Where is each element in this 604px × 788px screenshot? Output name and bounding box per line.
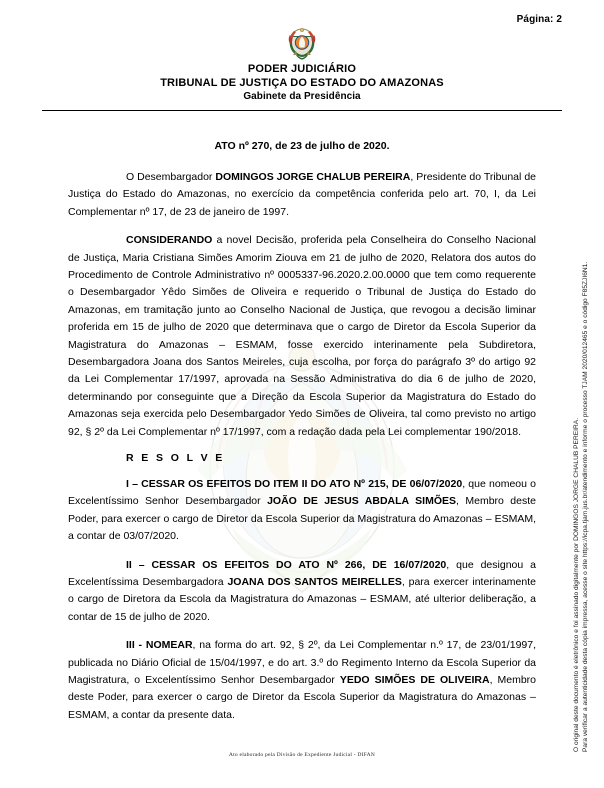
item-3-name: YEDO SIMÕES DE OLIVEIRA: [339, 674, 490, 687]
document-title: ATO nº 270, de 23 de julho de 2020.: [214, 139, 390, 152]
header-line-gabinete: Gabinete da Presidência: [243, 91, 361, 102]
preamble-president-name: DOMINGOS JORGE CHALUB PEREIRA: [215, 170, 411, 183]
document-header: [0, 0, 604, 111]
item-3-lead: III - NOMEAR: [126, 639, 193, 652]
paragraph-considerando: [68, 232, 536, 441]
paragraph-item-3: [68, 637, 536, 724]
item-3-post: , Membro deste Poder, para exercer o cargo de Diretor da Escola Superior da Magistratura do Amazonas – ESMAM, a contar da presente data.: [68, 674, 536, 721]
digital-signature-side-note: [560, 0, 604, 788]
item-2-post: , para exercer interinamente o cargo de Diretora da Escola da Magistratura do Amazonas – ESMAM, até ulterior deliberação, a contar de 15 de julho de 2020.: [68, 576, 536, 623]
document-body: [68, 111, 536, 725]
header-line-tribunal: TRIBUNAL DE JUSTIÇA DO ESTADO DO AMAZONAS: [160, 76, 444, 89]
paragraph-preamble: [68, 169, 536, 221]
considerando-label: CONSIDERANDO: [126, 234, 213, 247]
tjam-coat-of-arms-icon: [287, 26, 317, 60]
item-2-lead: II – CESSAR OS EFEITOS DO ATO Nº 266, DE 16/07/2020: [126, 558, 447, 571]
footer-note: Ato elaborado pela Divisão de Expediente Judicial - DIFAN: [228, 752, 376, 758]
item-1-name: JOÃO DE JESUS ABDALA SIMÕES: [267, 495, 456, 508]
paragraph-item-1: [68, 476, 536, 546]
considerando-text: a novel Decisão, proferida pela Conselheira do Conselho Nacional de Justiça, Maria Cristiana Simões Amorim Ziouva em 21 de julho de 2020, Relatora dos autos do Procedimento de Controle Administrativo nº 0005337-96.2020.2.00.0000 que tem como requerente o Desembargador Yêdo Simões de Oliveira e requerido o Tribunal de Justiça do Estado do Amazonas, em tramitação junto ao Conselho Nacional de Justiça, que revogou a decisão liminar proferida em 15 de julho de 2020 que determinava que o cargo de Diretor da Escola Superior da Magistratura do Amazonas – ESMAM, fosse exercido interinamente pela Subdiretora, Desembargadora Joana dos Santos Meireles, cuja escolha, por força do parágrafo 3º do artigo 92 da Lei Complementar 17/1997, aprovada na Sessão Administrativa do dia 6 de julho de 2020, determinando por conseguinte que a Direção da Escola Superior da Magistratura do Estado do Amazonas seja exercida pelo Desembargador Yedo Simões de Oliveira, tal como previsto no artigo 92, § 2º da Lei Complementar nº 17/1997, com a redação dada pela Lei complementar 190/2018.: [68, 234, 536, 438]
paragraph-item-2: [68, 557, 536, 627]
item-2-name: JOANA DOS SANTOS MEIRELLES: [227, 576, 402, 589]
preamble-post: , Presidente do Tribunal de Justiça do Estado do Amazonas, no exercício da competência conferida pelo art. 70, I, da Lei Complementar nº 17, de 23 de janeiro de 1997.: [68, 170, 536, 218]
preamble-pre: O Desembargador: [126, 170, 216, 183]
item-1-lead: I – CESSAR OS EFEITOS DO ITEM II DO ATO Nº 215, DE 06/07/2020: [126, 478, 463, 490]
item-2-mid: , que designou a Excelentíssima Desembargadora: [68, 558, 536, 589]
page-number: Página: 2: [516, 14, 562, 25]
side-note-line-1: O original deste documento é eletrônico e foi assinado digitalmente por DOMINGOS JORGE CHALUB PEREIRA.: [573, 417, 580, 752]
side-note-line-2: Para verificar a autenticidade desta cópia impressa, acesse o site https://icpa.tjam.jus.br/atendimento e informe o processo TJAM 2020/012465 e o código F85ZJI6N1.: [582, 261, 589, 752]
item-3-mid: , na forma do art. 92, § 2º, da Lei Complementar n.º 17, de 23/01/1997, publicada no Diário Oficial de 15/04/1997, e do art. 3.º do Regimento Interno da Escola Superior da Magistratura, o Excelentíssimo Senhor Desembargador: [68, 639, 537, 687]
item-1-post: , Membro deste Poder, para exercer o cargo de Diretor da Escola Superior da Magistratura do Amazonas – ESMAM, a contar de 03/07/2020.: [68, 495, 536, 543]
item-1-mid: , que nomeou o Excelentíssimo Senhor Desembargador: [68, 478, 536, 508]
header-line-poder-judiciario: PODER JUDICIÁRIO: [247, 63, 357, 75]
resolve-label: R E S O L V E: [126, 452, 225, 464]
